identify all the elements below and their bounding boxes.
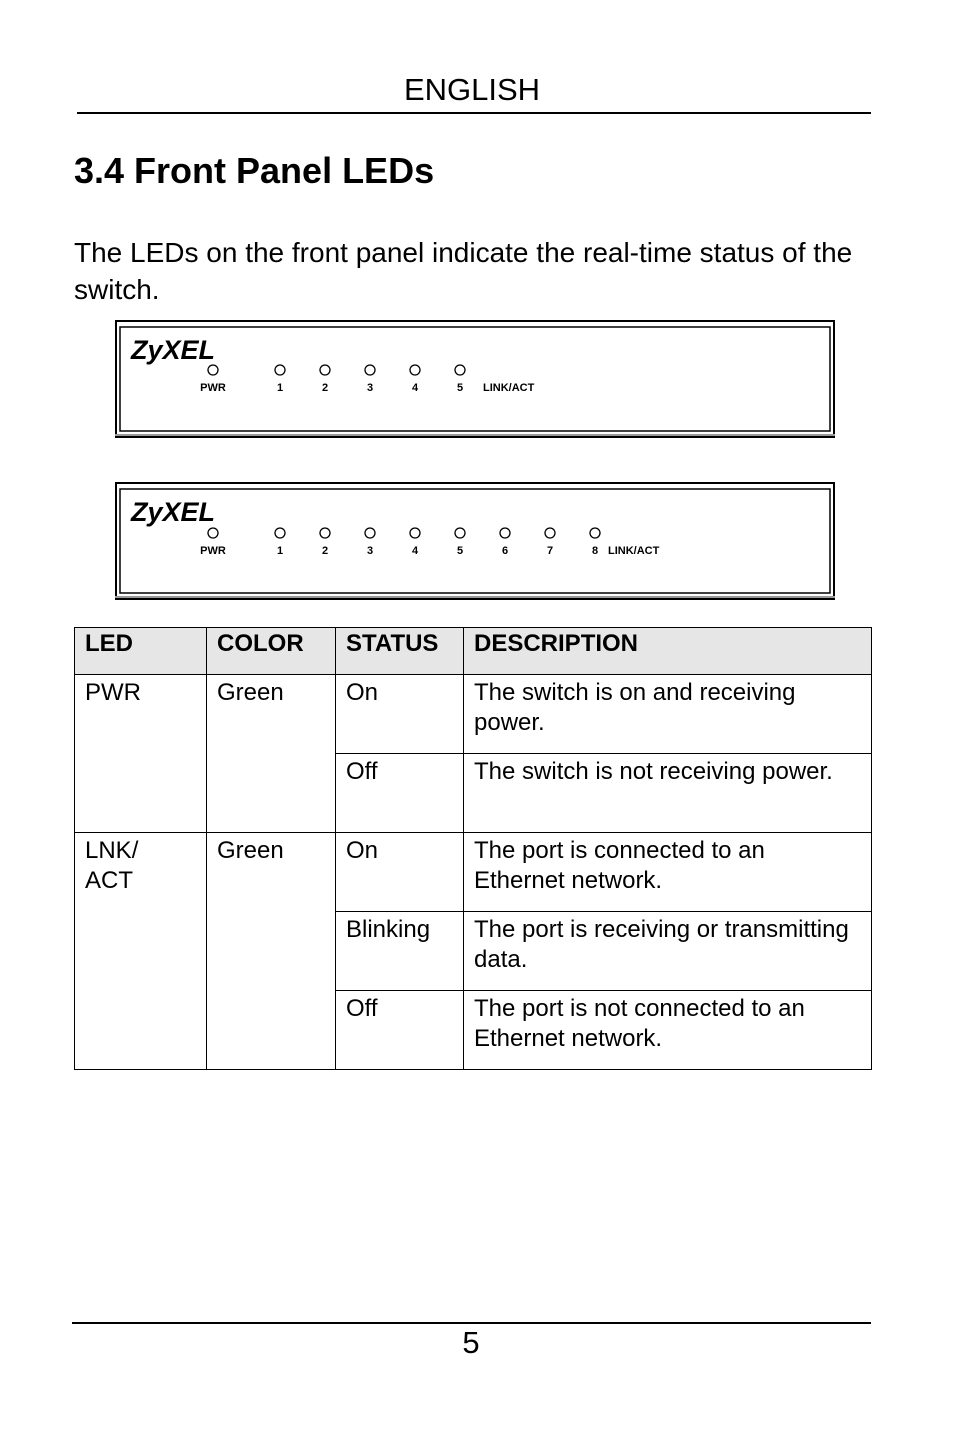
port-led-label: 2: [321, 545, 329, 557]
table-header-row: [75, 628, 872, 675]
front-panel-8-port: [115, 482, 835, 602]
port-led-label: 8: [591, 545, 599, 557]
port-led-label: 1: [276, 382, 284, 394]
port-led-label: 3: [366, 382, 374, 394]
footer-rule: [72, 1322, 871, 1324]
brand-logo: ZyXEL: [131, 497, 216, 527]
port-led-label: 7: [546, 545, 554, 557]
color-cell: Green: [207, 833, 336, 1070]
header-language: ENGLISH: [403, 72, 541, 107]
front-panel-5-port-drawing: [115, 320, 835, 440]
description-cell: The switch is not receiving power.: [464, 754, 872, 833]
intro-paragraph: The LEDs on the front panel indicate the real-time status of the switch.: [74, 237, 853, 305]
column-header-description: DESCRIPTION: [464, 628, 872, 675]
status-cell: Off: [336, 754, 464, 833]
port-led-label: 6: [501, 545, 509, 557]
table-row: [75, 833, 872, 912]
status-cell: Off: [336, 991, 464, 1070]
description-cell: The port is connected to an Ethernet network.: [464, 833, 872, 912]
port-led-label: 4: [411, 545, 419, 557]
front-panel-8-port-drawing: [115, 482, 835, 602]
led-cell: PWR: [75, 675, 207, 833]
column-header-led: LED: [75, 628, 207, 675]
front-panel-5-port: [115, 320, 835, 440]
status-cell: On: [336, 675, 464, 754]
description-cell: The port is not connected to an Ethernet network.: [464, 991, 872, 1070]
status-cell: On: [336, 833, 464, 912]
description-cell: The switch is on and receiving power.: [464, 675, 872, 754]
port-led-label: 5: [456, 545, 464, 557]
status-cell: Blinking: [336, 912, 464, 991]
pwr-led-label: PWR: [200, 545, 226, 557]
port-led-label: 3: [366, 545, 374, 557]
port-led-label: 1: [276, 545, 284, 557]
section-title: 3.4 Front Panel LEDs: [74, 150, 435, 191]
header-rule: [77, 112, 871, 114]
description-cell: The port is receiving or transmitting data.: [464, 912, 872, 991]
led-status-table: [74, 627, 872, 1070]
link-act-label: LINK/ACT: [608, 545, 660, 557]
color-cell: Green: [207, 675, 336, 833]
table-row: [75, 675, 872, 754]
brand-logo: ZyXEL: [131, 335, 216, 365]
led-cell: LNK/ ACT: [75, 833, 207, 1070]
column-header-color: COLOR: [207, 628, 336, 675]
port-led-label: 2: [321, 382, 329, 394]
link-act-label: LINK/ACT: [483, 382, 535, 394]
port-led-label: 4: [411, 382, 419, 394]
page-number: 5: [462, 1325, 480, 1360]
port-led-label: 5: [456, 382, 464, 394]
pwr-led-label: PWR: [200, 382, 226, 394]
column-header-status: STATUS: [336, 628, 464, 675]
